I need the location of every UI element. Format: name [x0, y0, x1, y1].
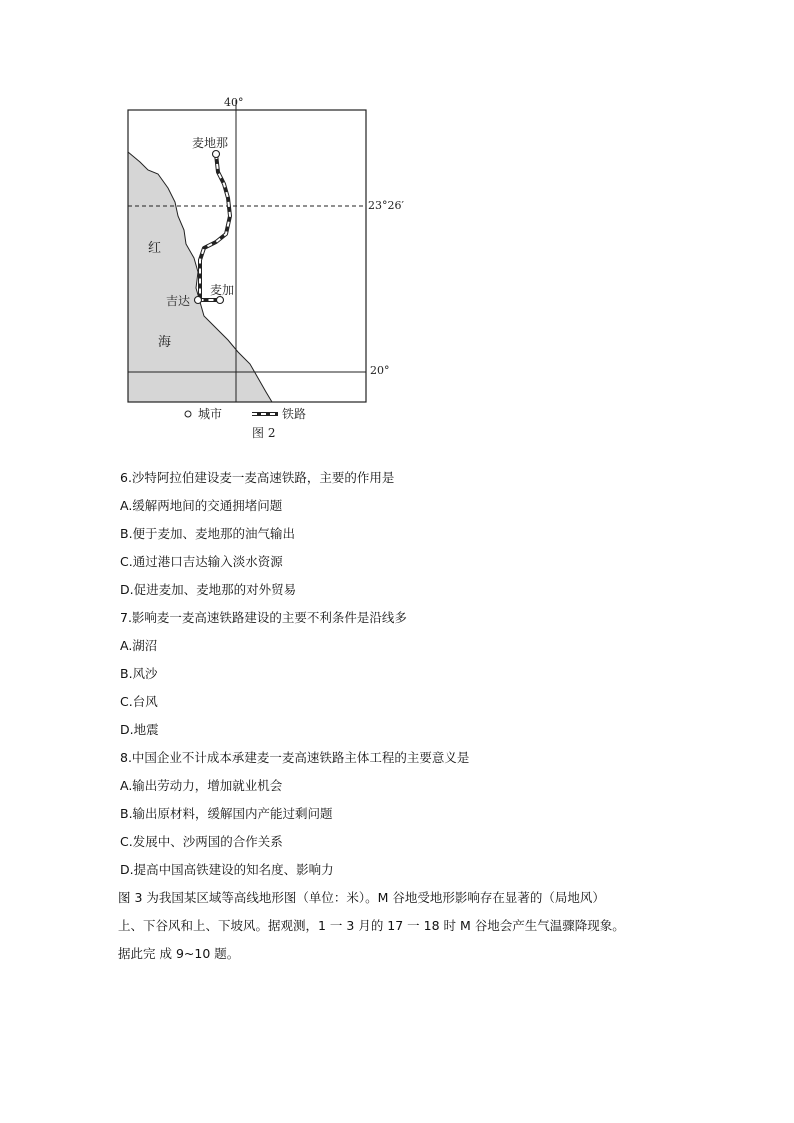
city-jeddah-label: 吉达	[166, 294, 191, 308]
intro-line-3: 据此完 成 9~10 题。	[118, 946, 240, 961]
question-7-option-c: C.台风	[120, 694, 158, 709]
legend-rail-label: 铁路	[282, 407, 307, 421]
latitude-20-label: 20°	[370, 364, 390, 377]
question-7-stem: 7.影响麦一麦高速铁路建设的主要不利条件是沿线多	[120, 610, 407, 625]
question-7-option-b: B.风沙	[120, 666, 158, 681]
railway-line-inner	[200, 154, 230, 300]
legend-city-label: 城市	[198, 407, 223, 421]
sea-label-char1: 红	[148, 241, 162, 256]
latitude-tropic-label: 23°26′	[368, 199, 404, 212]
question-7-option-d: D.地震	[120, 722, 159, 737]
question-8-option-b: B.输出原材料，缓解国内产能过剩问题	[120, 806, 333, 821]
legend-city-icon	[185, 411, 191, 417]
longitude-40-label: 40°	[224, 96, 244, 109]
railway-line-outline	[200, 154, 230, 300]
question-6-option-c: C.通过港口吉达输入淡水资源	[120, 554, 283, 569]
question-6-option-a: A.缓解两地间的交通拥堵问题	[120, 498, 283, 513]
city-jeddah-marker	[195, 297, 202, 304]
intro-line-1: 图 3 为我国某区域等高线地形图（单位：米）。M 谷地受地形影响存在显著的（局地风）	[118, 890, 605, 905]
question-6-option-b: B.便于麦加、麦地那的油气输出	[120, 526, 296, 541]
sea-label-char2: 海	[158, 335, 172, 350]
city-medina-label: 麦地那	[192, 136, 229, 150]
city-mecca-marker	[217, 297, 224, 304]
map-figure	[120, 92, 404, 442]
question-8-option-d: D.提高中国高铁建设的知名度、影响力	[120, 862, 334, 877]
question-6-stem: 6.沙特阿拉伯建设麦一麦高速铁路，主要的作用是	[120, 470, 395, 485]
question-8-stem: 8.中国企业不计成本承建麦一麦高速铁路主体工程的主要意义是	[120, 750, 470, 765]
question-7-option-a: A.湖沼	[120, 638, 158, 653]
city-medina-marker	[213, 151, 220, 158]
question-8-option-a: A.输出劳动力，增加就业机会	[120, 778, 283, 793]
intro-line-2: 上、下谷风和上、下坡风。据观测，1 一 3 月的 17 一 18 时 M 谷地会产生气温骤降现象。	[118, 918, 625, 933]
figure-caption: 图 2	[252, 426, 276, 440]
railway-map	[120, 92, 404, 442]
city-mecca-label: 麦加	[210, 283, 235, 297]
question-8-option-c: C.发展中、沙两国的合作关系	[120, 834, 283, 849]
question-6-option-d: D.促进麦加、麦地那的对外贸易	[120, 582, 297, 597]
